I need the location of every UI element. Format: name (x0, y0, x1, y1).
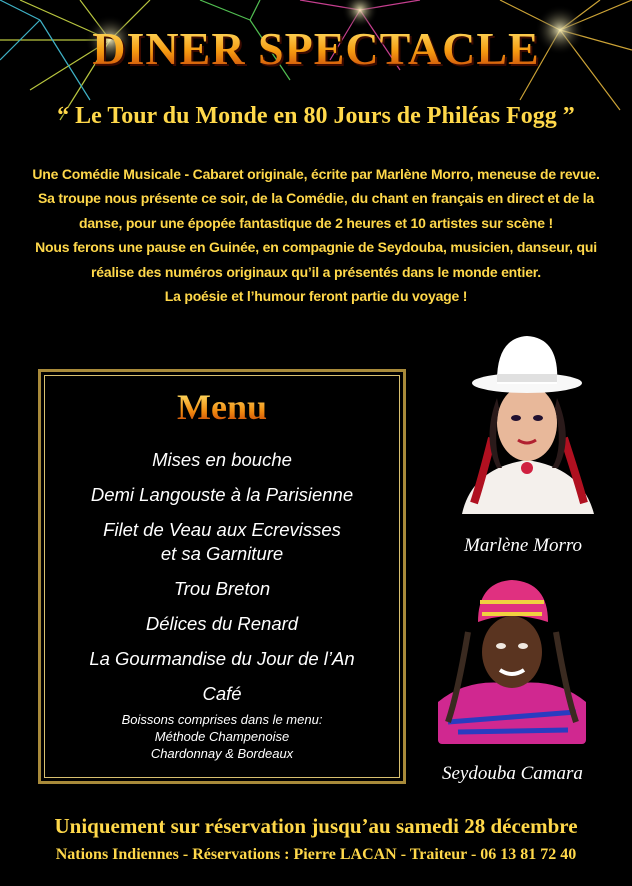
page-title: DINER SPECTACLE (0, 22, 632, 75)
intro-text (6, 162, 626, 308)
menu-item: Filet de Veau aux Ecrevisses (103, 519, 341, 540)
menu-list (41, 448, 403, 762)
show-subtitle: “ Le Tour du Monde en 80 Jours de Philéas Fogg ” (57, 103, 575, 129)
seydouba-portrait (438, 572, 586, 744)
drinks-line: Chardonnay & Bordeaux (150, 746, 294, 761)
menu-item: La Gourmandise du Jour de l’An (89, 648, 355, 669)
drinks-line: Boissons comprises dans le menu: (121, 712, 323, 727)
caption-seydouba: Seydouba Camara (442, 763, 583, 784)
contact-line: Nations Indiennes - Réservations : Pierre LACAN - Traiteur - 06 13 81 72 40 (55, 846, 577, 863)
drinks-note (41, 711, 403, 762)
menu-item: Demi Langouste à la Parisienne (90, 484, 354, 505)
marlene-portrait (452, 328, 602, 514)
intro-line: Sa troupe nous présente ce soir, de la Comédie, du chant en français en direct et de la (38, 190, 594, 207)
menu-frame (38, 369, 406, 784)
menu-item: Trou Breton (173, 578, 271, 599)
caption-marlene: Marlène Morro (464, 535, 583, 556)
intro-line: danse, pour une épopée fantastique de 2 heures et 10 artistes sur scène ! (78, 214, 553, 231)
intro-line: réalise des numéros originaux qu’il a présentés dans le monde entier. (91, 263, 541, 280)
drinks-line: Méthode Champenoise (154, 729, 290, 744)
menu-item: Café (202, 683, 242, 704)
intro-line: Une Comédie Musicale - Cabaret originale, écrite par Marlène Morro, meneuse de revue. (32, 166, 600, 182)
menu-item: Délices du Renard (145, 613, 299, 634)
reservation-notice: Uniquement sur réservation jusqu’au samedi 28 décembre (54, 814, 578, 838)
menu-item: et sa Garniture (160, 543, 284, 564)
menu-title: Menu (41, 386, 403, 428)
intro-line: La poésie et l’humour feront partie du voyage ! (164, 288, 468, 305)
intro-line: Nous ferons une pause en Guinée, en compagnie de Seydouba, musicien, danseur, qui (35, 239, 597, 256)
menu-item: Mises en bouche (152, 449, 292, 470)
